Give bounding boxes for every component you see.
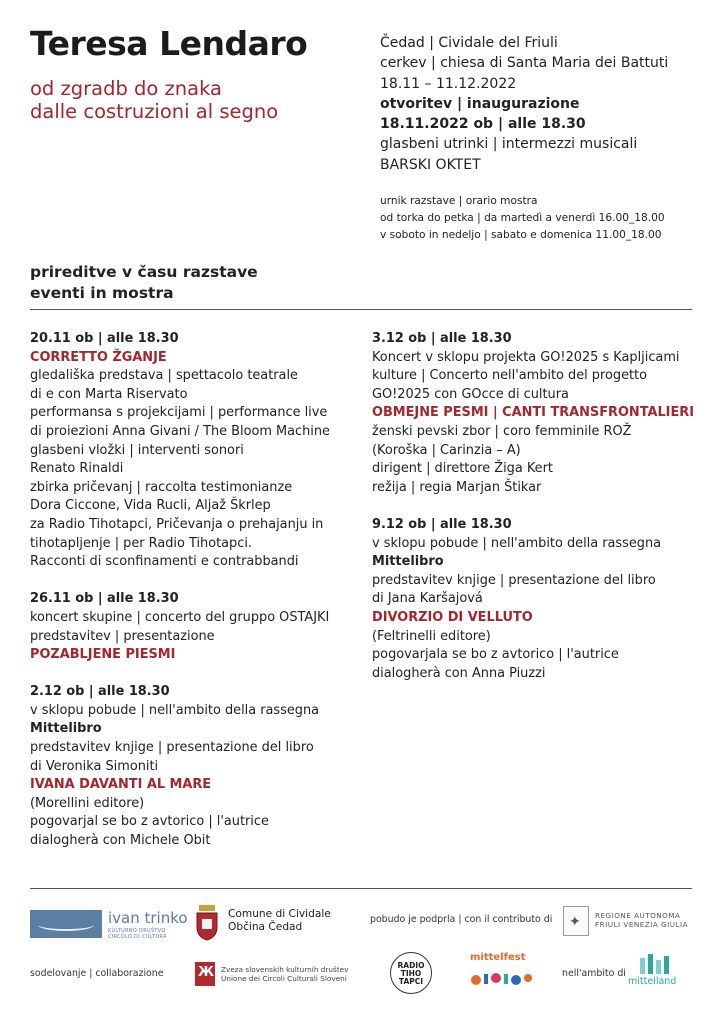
cividale-name [228,908,331,934]
event-line: (Feltrinelli editore) [372,628,491,644]
event-line: Renato Rinaldi [30,461,124,477]
event-line: pogovarjal se bo z avtorico | l'autrice [30,814,269,830]
event-item [372,516,694,683]
event-line: dirigent | direttore Žiga Kert [372,461,553,477]
event-line: zbirka pričevanj | raccolta testimonianze [30,479,293,495]
ivan-trinko-logo [30,908,190,940]
ivan-trinko-name: ivan trinko [108,909,188,927]
event-item [372,330,694,497]
event-line: koncert skupine | concerto del gruppo OSTAJKI [30,609,330,625]
radio-tihotapci-text: RADIO TIHO TAPCI [397,961,425,986]
subtitle-slovene: od zgradb do znaka [30,77,222,100]
cividale-crest-icon [195,905,219,941]
event-line: Mittelibro [372,554,444,570]
mittelfest-name: mittelfest [470,952,526,963]
exhibition-info [380,33,668,175]
event-line: (Koroška | Carinzia – A) [372,442,521,458]
collab-label: sodelovanje | collaborazione [30,968,164,979]
divider [30,309,692,310]
event-line: dialogherà con Michele Obit [30,833,211,849]
zsks-logo [195,962,355,986]
hours-weekend: v soboto in nedeljo | sabato e domenica 11.00_18.00 [380,229,662,241]
mittelland-logo [628,954,688,988]
zsks-line2: Unione dei Circoli Culturali Sloveni [221,974,347,983]
regione-fvg-logo [563,906,693,936]
subtitle-italian: dalle costruzioni al segno [30,100,279,123]
event-title: CORRETTO ŽGANJE [30,349,167,365]
event-line: predstavitev knjige | presentazione del libro [30,740,314,756]
event-line: ženski pevski zbor | coro femminile ROŽ [372,423,632,439]
event-title: POZABLJENE PIESMI [30,647,176,663]
radio-tihotapci-logo [390,952,432,994]
regione-name [595,911,688,929]
event-line: di Jana Karšajová [372,591,483,607]
info-venue: cerkev | chiesa di Santa Maria dei Battuti [380,55,669,72]
hours-weekdays: od torka do petka | da martedì a venerdì 16.00_18.00 [380,212,665,224]
event-title: DIVORZIO DI VELLUTO [372,609,533,625]
regione-eagle-icon: ✦ [563,906,589,936]
info-dates: 18.11 – 11.12.2022 [380,75,517,92]
mittelfest-logo [470,952,540,992]
ivan-trinko-sub1: KULTURNO DRUŠTVO [108,928,166,934]
event-line: Mittelibro [30,721,102,737]
event-line: gledališka predstava | spettacolo teatrale [30,368,298,384]
event-date: 3.12 ob | alle 18.30 [372,331,512,346]
info-place: Čedad | Cividale del Friuli [380,35,558,51]
event-title: IVANA DAVANTI AL MARE [30,777,212,793]
event-date: 26.11 ob | alle 18.30 [30,591,179,607]
event-line: v sklopu pobude | nell'ambito della rassegna [372,535,662,551]
event-date: 9.12 ob | alle 18.30 [372,516,512,532]
event-line: v sklopu pobude | nell'ambito della rassegna [30,702,320,718]
page-title: Teresa Lendaro [30,24,308,63]
cividale-line1: Comune di Cividale [228,908,331,920]
events-heading-italian: eventi in mostra [30,283,174,302]
event-item [30,330,330,572]
event-line: di proiezioni Anna Givani / The Bloom Machine [30,423,330,439]
context-label: nell'ambito di [562,968,626,979]
event-line: režija | regia Marjan Štikar [372,479,542,495]
event-line: Dora Ciccone, Vida Rucli, Aljaž Škrlep [30,498,271,514]
opening-hours [380,193,665,244]
event-line: za Radio Tihotapci, Pričevanja o prehajanju in [30,516,324,532]
ivan-trinko-emblem [30,910,102,938]
event-line: Racconti di sconfinamenti e contrabbandi [30,554,299,570]
cividale-line2: Občina Čedad [228,921,303,933]
events-column-left [30,330,330,869]
event-line: di e con Marta Riservato [30,386,188,402]
event-line: (Morellini editore) [30,795,145,811]
music-group: BARSKI OKTET [380,156,481,173]
hours-title: urnik razstave | orario mostra [380,195,538,207]
mittelland-name: mittelland [628,976,677,987]
event-item [30,590,330,664]
event-line: di Veronika Simoniti [30,758,159,774]
mittelland-bars-icon [638,954,670,974]
event-line: performansa s projekcijami | performance live [30,405,328,421]
divider [30,888,692,889]
support-label: pobudo je podprla | con il contributo di [370,914,553,925]
event-line: GO!2025 con GOcce di cultura [372,386,569,402]
event-line: Koncert v sklopu projekta GO!2025 s Kapljicami [372,349,680,365]
events-column-right [372,330,694,702]
zsks-name [221,965,349,983]
regione-line1: REGIONE AUTONOMA [595,911,681,920]
event-title: OBMEJNE PESMI | CANTI TRANSFRONTALIERI [372,405,694,421]
event-line: pogovarjala se bo z avtorico | l'autrice [372,647,619,663]
zsks-emblem-icon: Ж [195,962,215,986]
events-heading-slovene: prireditve v času razstave [30,263,258,281]
opening-date: 18.11.2022 ob | alle 18.30 [380,116,586,133]
event-date: 2.12 ob | alle 18.30 [30,684,170,700]
opening-label: otvoritev | inaugurazione [380,95,580,112]
events-heading [30,262,258,303]
music-label: glasbeni utrinki | intermezzi musicali [380,136,638,153]
event-date: 20.11 ob | alle 18.30 [30,331,179,346]
event-item [30,683,330,850]
event-line: dialogherà con Anna Piuzzi [372,665,546,681]
event-line: kulture | Concerto nell'ambito del progetto [372,368,647,384]
event-line: glasbeni vložki | interventi sonori [30,442,244,458]
event-line: predstavitev knjige | presentazione del libro [372,572,656,588]
mittelfest-dots-icon [470,966,540,990]
regione-line2: FRIULI VENEZIA GIULIA [595,920,689,929]
event-line: tihotapljenje | per Radio Tihotapci. [30,535,252,551]
ivan-trinko-subtitle [108,928,167,940]
zsks-line1: Zveza slovenskih kulturnih društev [221,965,349,974]
ivan-trinko-sub2: CIRCOLO DI CULTURA [108,934,167,940]
subtitle [30,77,278,123]
event-line: predstavitev | presentazione [30,628,215,644]
